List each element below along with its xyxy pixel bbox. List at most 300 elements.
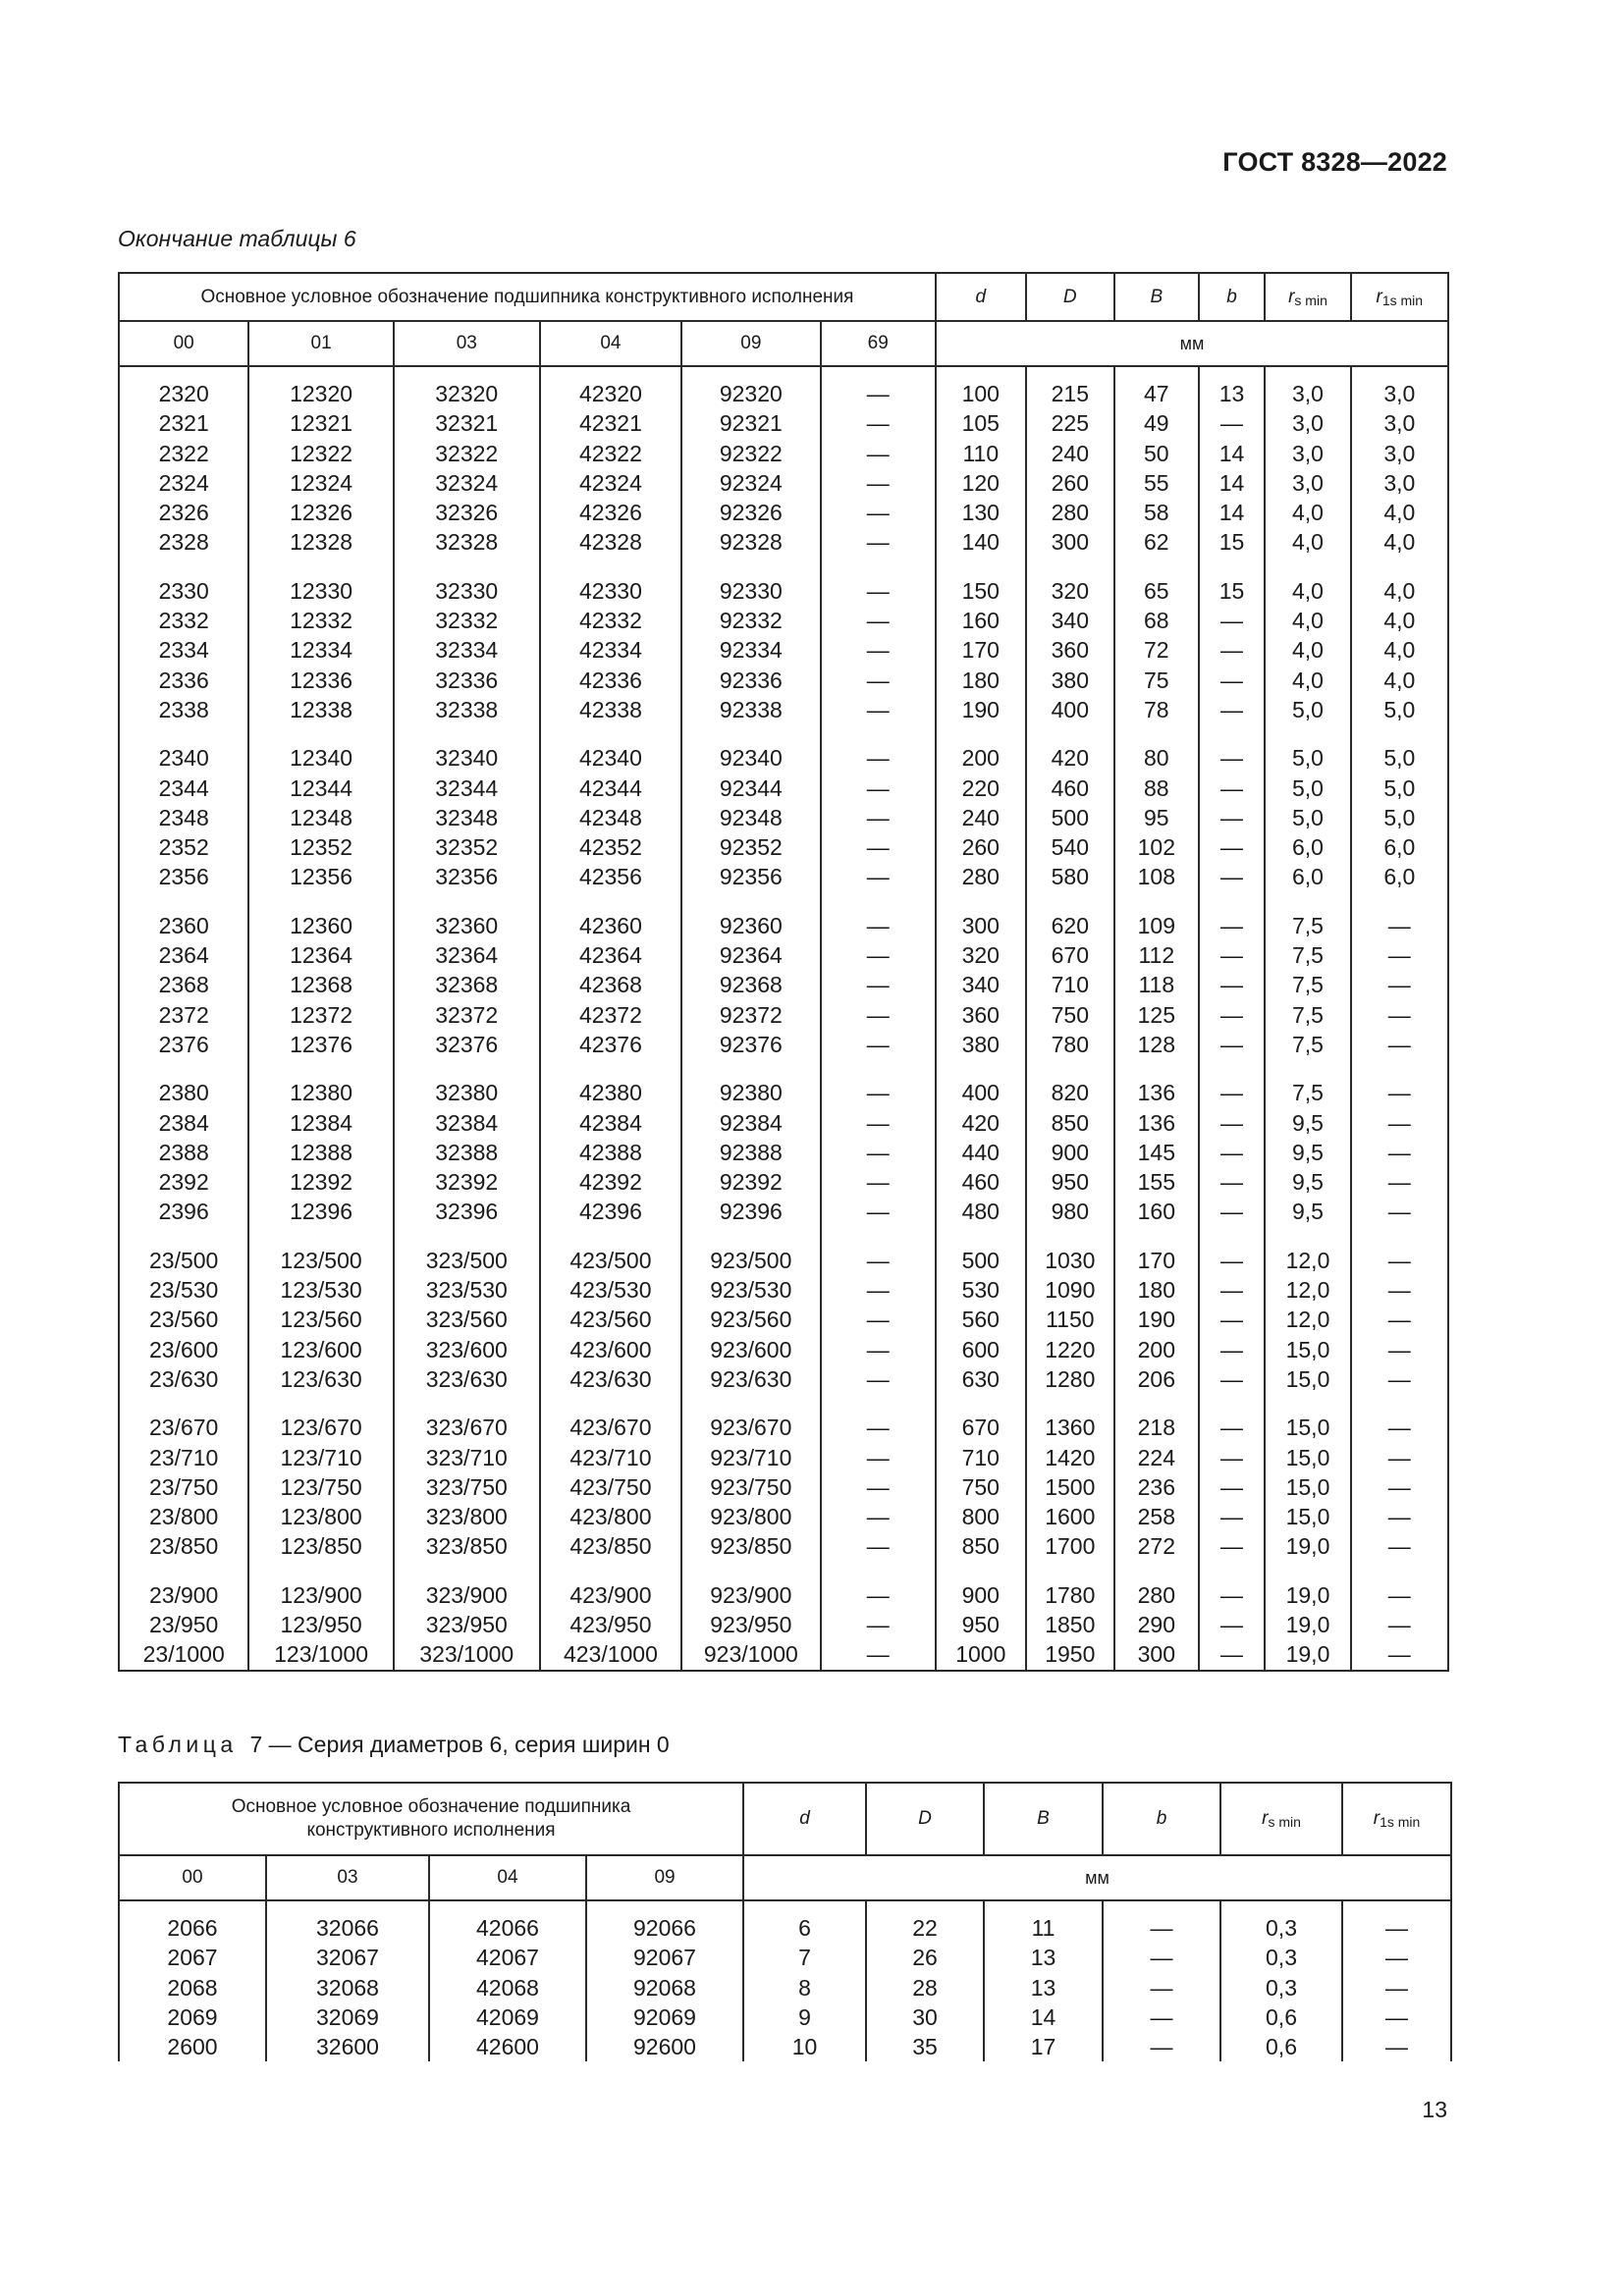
table-cell: 3,0: [1265, 468, 1350, 498]
table-row: [119, 1059, 1448, 1107]
table-cell: —: [821, 940, 936, 970]
table-cell: 32364: [394, 940, 540, 970]
table-cell: 1600: [1026, 1502, 1114, 1531]
table-cell: —: [1351, 1000, 1448, 1030]
table-cell: 11: [984, 1900, 1103, 1943]
table-cell: 12368: [248, 970, 393, 999]
table-cell: 42321: [540, 408, 681, 438]
table-cell: 145: [1114, 1138, 1199, 1167]
table-cell: —: [1199, 862, 1266, 891]
table-cell: 123/1000: [248, 1639, 393, 1670]
table-cell: —: [1199, 1443, 1266, 1472]
table-cell: 92396: [681, 1197, 820, 1226]
table-cell: —: [1199, 1197, 1266, 1226]
table-cell: 600: [936, 1335, 1026, 1364]
table-cell: 123/630: [248, 1364, 393, 1394]
table-cell: 12328: [248, 527, 393, 557]
table-cell: —: [821, 1197, 936, 1226]
table-cell: —: [1199, 1305, 1266, 1334]
table-row: [119, 1108, 1448, 1138]
table-cell: 23/630: [119, 1364, 248, 1394]
table-cell: 23/950: [119, 1610, 248, 1639]
standard-code: ГОСТ 8328—2022: [1222, 147, 1447, 177]
table-row: [119, 695, 1448, 724]
table-cell: 123/600: [248, 1335, 393, 1364]
table-cell: —: [1199, 1502, 1266, 1531]
table-cell: 710: [1026, 970, 1114, 999]
table-cell: 1850: [1026, 1610, 1114, 1639]
table-cell: —: [821, 1108, 936, 1138]
table-cell: —: [1103, 2002, 1220, 2032]
table-cell: 19,0: [1265, 1531, 1350, 1561]
table-cell: 323/670: [394, 1394, 540, 1442]
table-cell: 2392: [119, 1167, 248, 1197]
table-cell: 423/630: [540, 1364, 681, 1394]
table-cell: 110: [936, 439, 1026, 468]
table6-code-01: 01: [248, 321, 393, 366]
table-cell: 108: [1114, 862, 1199, 891]
table-cell: 15,0: [1265, 1502, 1350, 1531]
table-cell: 120: [936, 468, 1026, 498]
table7-header-r1s-min: $r_{1s min}$: [1342, 1783, 1451, 1855]
table-cell: 12338: [248, 695, 393, 724]
table-cell: 980: [1026, 1197, 1114, 1226]
table-cell: 4,0: [1351, 635, 1448, 665]
table-cell: 300: [1114, 1639, 1199, 1670]
table-cell: 32340: [394, 724, 540, 773]
table-cell: 102: [1114, 832, 1199, 862]
table-cell: 92600: [586, 2032, 743, 2061]
table-cell: 280: [1114, 1562, 1199, 1610]
table6-body: [119, 366, 1448, 1671]
table-cell: 14: [984, 2002, 1103, 2032]
page-number: 13: [1422, 2097, 1447, 2122]
table-cell: 9,5: [1265, 1197, 1350, 1226]
table-cell: —: [1351, 1059, 1448, 1107]
table-row: [119, 1472, 1448, 1502]
table-cell: 140: [936, 527, 1026, 557]
table-cell: 92328: [681, 527, 820, 557]
table-cell: 32372: [394, 1000, 540, 1030]
table-cell: 923/950: [681, 1610, 820, 1639]
table-cell: 2321: [119, 408, 248, 438]
table6-header-rs-min: $r_{s min}$: [1265, 273, 1350, 321]
table-cell: 1950: [1026, 1639, 1114, 1670]
table-cell: 15,0: [1265, 1335, 1350, 1364]
table-cell: 2068: [119, 1973, 266, 2002]
table-cell: 12392: [248, 1167, 393, 1197]
table-cell: 2066: [119, 1900, 266, 1943]
table-row: [119, 1502, 1448, 1531]
table-cell: 32332: [394, 606, 540, 635]
table-row: [119, 940, 1448, 970]
table-cell: 58: [1114, 498, 1199, 527]
table-cell: 258: [1114, 1502, 1199, 1531]
table-cell: 92352: [681, 832, 820, 862]
table-row: [119, 970, 1448, 999]
table-cell: —: [821, 1472, 936, 1502]
table-cell: 190: [1114, 1305, 1199, 1334]
table-cell: 95: [1114, 803, 1199, 832]
table-cell: 32328: [394, 527, 540, 557]
table-cell: 3,0: [1351, 366, 1448, 408]
table-cell: 32368: [394, 970, 540, 999]
table-cell: —: [1199, 832, 1266, 862]
table7-caption-label: Таблица: [118, 1732, 238, 1757]
table-cell: 32066: [266, 1900, 429, 1943]
table-cell: 8: [743, 1973, 866, 2002]
table-cell: 9,5: [1265, 1108, 1350, 1138]
table-row: [119, 1900, 1451, 1943]
table-cell: —: [1351, 1108, 1448, 1138]
table6-caption: Окончание таблицы 6: [118, 226, 356, 251]
table-cell: 92326: [681, 498, 820, 527]
table-cell: 92368: [681, 970, 820, 999]
table-cell: 23/560: [119, 1305, 248, 1334]
table-cell: —: [1199, 1000, 1266, 1030]
table-cell: 92321: [681, 408, 820, 438]
table-cell: 109: [1114, 892, 1199, 940]
table-cell: 1000: [936, 1639, 1026, 1670]
table-row: [119, 1000, 1448, 1030]
table-cell: 35: [866, 2032, 984, 2061]
table-cell: 420: [1026, 724, 1114, 773]
table-cell: —: [821, 606, 936, 635]
table-cell: 1150: [1026, 1305, 1114, 1334]
table-cell: —: [1351, 1472, 1448, 1502]
table-cell: 2388: [119, 1138, 248, 1167]
table-cell: 32067: [266, 1943, 429, 1972]
table-cell: 150: [936, 558, 1026, 606]
table-cell: 123/670: [248, 1394, 393, 1442]
table6-units: мм: [936, 321, 1448, 366]
table-cell: 1030: [1026, 1227, 1114, 1275]
table-cell: 15,0: [1265, 1443, 1350, 1472]
table-cell: 118: [1114, 970, 1199, 999]
table-cell: 32336: [394, 666, 540, 695]
table-cell: 2338: [119, 695, 248, 724]
table7-code-09: 09: [586, 1855, 743, 1900]
table-cell: 80: [1114, 724, 1199, 773]
table-cell: 42068: [429, 1973, 586, 2002]
table-cell: 42069: [429, 2002, 586, 2032]
table-cell: 0,3: [1220, 1943, 1342, 1972]
table7-code-00: 00: [119, 1855, 266, 1900]
table-cell: 12321: [248, 408, 393, 438]
table-cell: 32360: [394, 892, 540, 940]
table-cell: —: [821, 892, 936, 940]
table-cell: 2372: [119, 1000, 248, 1030]
table6-code-09: 09: [681, 321, 820, 366]
table-cell: —: [821, 1227, 936, 1275]
table-cell: 1220: [1026, 1335, 1114, 1364]
table-cell: 123/850: [248, 1531, 393, 1561]
table-cell: 92330: [681, 558, 820, 606]
table6-code-04: 04: [540, 321, 681, 366]
table7-header-d: d: [743, 1783, 866, 1855]
table-row: [119, 774, 1448, 803]
table-cell: 9,5: [1265, 1167, 1350, 1197]
table-cell: 923/850: [681, 1531, 820, 1561]
table-cell: —: [1351, 1275, 1448, 1305]
table-cell: 123/800: [248, 1502, 393, 1531]
table-cell: 3,0: [1265, 439, 1350, 468]
table-cell: 92067: [586, 1943, 743, 1972]
table-cell: 1500: [1026, 1472, 1114, 1502]
table-cell: 78: [1114, 695, 1199, 724]
table-cell: 42384: [540, 1108, 681, 1138]
table-cell: —: [1199, 1167, 1266, 1197]
table-cell: 42334: [540, 635, 681, 665]
table-cell: 780: [1026, 1030, 1114, 1059]
table-row: [119, 1562, 1448, 1610]
table-cell: 530: [936, 1275, 1026, 1305]
table-cell: —: [1342, 1943, 1451, 1972]
table-cell: 1090: [1026, 1275, 1114, 1305]
table-cell: —: [1351, 1138, 1448, 1167]
table-cell: 100: [936, 366, 1026, 408]
table-cell: 47: [1114, 366, 1199, 408]
table-cell: 32384: [394, 1108, 540, 1138]
table-cell: 950: [1026, 1167, 1114, 1197]
table-row: [119, 803, 1448, 832]
table-cell: 92340: [681, 724, 820, 773]
table-cell: 2344: [119, 774, 248, 803]
table-cell: 323/1000: [394, 1639, 540, 1670]
table-cell: 225: [1026, 408, 1114, 438]
table-cell: 4,0: [1351, 498, 1448, 527]
table-cell: 2396: [119, 1197, 248, 1226]
table-cell: —: [821, 498, 936, 527]
table-cell: 12372: [248, 1000, 393, 1030]
table-cell: 190: [936, 695, 1026, 724]
table-cell: 42368: [540, 970, 681, 999]
table-cell: —: [1199, 695, 1266, 724]
table-cell: —: [821, 439, 936, 468]
table-cell: 10: [743, 2032, 866, 2061]
table-cell: —: [821, 1639, 936, 1670]
table-cell: 32376: [394, 1030, 540, 1059]
table-cell: 42066: [429, 1900, 586, 1943]
table-cell: 92372: [681, 1000, 820, 1030]
table-cell: —: [1199, 666, 1266, 695]
table-cell: 0,3: [1220, 1973, 1342, 2002]
table-cell: 900: [1026, 1138, 1114, 1167]
table-cell: 92384: [681, 1108, 820, 1138]
table-cell: 923/500: [681, 1227, 820, 1275]
table-row: [119, 666, 1448, 695]
table-row: [119, 1443, 1448, 1472]
table-cell: 240: [936, 803, 1026, 832]
table-row: [119, 1364, 1448, 1394]
table-cell: 220: [936, 774, 1026, 803]
table-cell: 320: [936, 940, 1026, 970]
table-cell: 2328: [119, 527, 248, 557]
table-cell: 12388: [248, 1138, 393, 1167]
table-cell: 15,0: [1265, 1472, 1350, 1502]
table7-body: [119, 1900, 1451, 2061]
table-cell: 32320: [394, 366, 540, 408]
table-cell: —: [821, 1610, 936, 1639]
table-cell: 4,0: [1265, 606, 1350, 635]
table-cell: 323/630: [394, 1364, 540, 1394]
table-cell: 5,0: [1265, 774, 1350, 803]
table6-designation-header: Основное условное обозначение подшипника конструктивного исполнения: [119, 273, 936, 321]
table-cell: —: [821, 468, 936, 498]
table-cell: 5,0: [1351, 724, 1448, 773]
table-cell: 280: [936, 862, 1026, 891]
table-cell: 6,0: [1265, 832, 1350, 862]
table-cell: 12360: [248, 892, 393, 940]
table-cell: 7,5: [1265, 1059, 1350, 1107]
table-cell: 180: [936, 666, 1026, 695]
table-cell: 3,0: [1351, 408, 1448, 438]
table-cell: 2384: [119, 1108, 248, 1138]
table-cell: 2376: [119, 1030, 248, 1059]
table-cell: —: [1351, 1335, 1448, 1364]
table-cell: 32324: [394, 468, 540, 498]
table-cell: 123/900: [248, 1562, 393, 1610]
table-cell: 4,0: [1265, 666, 1350, 695]
table-cell: 3,0: [1351, 439, 1448, 468]
table-cell: 360: [936, 1000, 1026, 1030]
table-cell: 92360: [681, 892, 820, 940]
table-cell: 32338: [394, 695, 540, 724]
table-cell: —: [1103, 1943, 1220, 1972]
table-cell: 12396: [248, 1197, 393, 1226]
table-cell: 12322: [248, 439, 393, 468]
table-cell: 15: [1199, 558, 1266, 606]
table-row: [119, 1197, 1448, 1226]
table-cell: 1280: [1026, 1364, 1114, 1394]
table-cell: 180: [1114, 1275, 1199, 1305]
table-cell: 42330: [540, 558, 681, 606]
table-cell: 260: [936, 832, 1026, 862]
table-cell: 128: [1114, 1030, 1199, 1059]
table-cell: 2320: [119, 366, 248, 408]
table-cell: —: [821, 803, 936, 832]
table6-code-00: 00: [119, 321, 248, 366]
table-cell: 42360: [540, 892, 681, 940]
table-row: [119, 468, 1448, 498]
table-cell: 423/600: [540, 1335, 681, 1364]
table-cell: —: [1199, 1227, 1266, 1275]
table-cell: 423/1000: [540, 1639, 681, 1670]
table-cell: —: [821, 1364, 936, 1394]
table-cell: —: [1199, 1531, 1266, 1561]
table7-units: мм: [743, 1855, 1451, 1900]
table-cell: —: [1199, 803, 1266, 832]
table-cell: —: [1351, 892, 1448, 940]
table-cell: —: [1342, 1973, 1451, 2002]
table-cell: 15,0: [1265, 1364, 1350, 1394]
table-cell: 32326: [394, 498, 540, 527]
table-cell: 26: [866, 1943, 984, 1972]
table-cell: 32321: [394, 408, 540, 438]
table-row: [119, 408, 1448, 438]
table-cell: 950: [936, 1610, 1026, 1639]
table-cell: 160: [936, 606, 1026, 635]
table-cell: 23/670: [119, 1394, 248, 1442]
table-cell: 340: [1026, 606, 1114, 635]
table-row: [119, 439, 1448, 468]
table-cell: 92392: [681, 1167, 820, 1197]
table-cell: 32322: [394, 439, 540, 468]
table-cell: —: [1351, 1197, 1448, 1226]
table-cell: 112: [1114, 940, 1199, 970]
table-cell: —: [1199, 606, 1266, 635]
table-cell: 850: [1026, 1108, 1114, 1138]
table-cell: —: [821, 724, 936, 773]
table-cell: 5,0: [1265, 724, 1350, 773]
table-cell: 13: [1199, 366, 1266, 408]
table-cell: —: [821, 527, 936, 557]
table-cell: 923/1000: [681, 1639, 820, 1670]
table-cell: 2326: [119, 498, 248, 527]
table-cell: 4,0: [1265, 498, 1350, 527]
table-cell: —: [1199, 635, 1266, 665]
table-row: [119, 1943, 1451, 1972]
table-row: [119, 1639, 1448, 1670]
table-cell: —: [1351, 1305, 1448, 1334]
table-cell: 4,0: [1351, 527, 1448, 557]
table-cell: 12332: [248, 606, 393, 635]
table-cell: 42332: [540, 606, 681, 635]
table-cell: 323/750: [394, 1472, 540, 1502]
table-row: [119, 1275, 1448, 1305]
table-cell: 2334: [119, 635, 248, 665]
table-cell: 260: [1026, 468, 1114, 498]
table-cell: 12336: [248, 666, 393, 695]
table-cell: 750: [936, 1472, 1026, 1502]
table-cell: —: [821, 1394, 936, 1442]
table-cell: 32068: [266, 1973, 429, 2002]
table-cell: 12344: [248, 774, 393, 803]
table-cell: —: [821, 635, 936, 665]
table-cell: 280: [1026, 498, 1114, 527]
table-cell: —: [1199, 1364, 1266, 1394]
table-cell: 240: [1026, 439, 1114, 468]
table-row: [119, 1531, 1448, 1561]
table-cell: 423/710: [540, 1443, 681, 1472]
table7-code-03: 03: [266, 1855, 429, 1900]
table-cell: 2330: [119, 558, 248, 606]
table-cell: 12326: [248, 498, 393, 527]
table7: [118, 1782, 1452, 2061]
table-cell: 50: [1114, 439, 1199, 468]
table-cell: 200: [1114, 1335, 1199, 1364]
table-cell: 42322: [540, 439, 681, 468]
table-cell: —: [821, 1059, 936, 1107]
table6-header-D: D: [1026, 273, 1114, 321]
table-cell: 23/900: [119, 1562, 248, 1610]
table-cell: 12376: [248, 1030, 393, 1059]
table-cell: 670: [936, 1394, 1026, 1442]
table-cell: 42380: [540, 1059, 681, 1107]
table-cell: 92332: [681, 606, 820, 635]
table-cell: 7,5: [1265, 970, 1350, 999]
table-cell: —: [1103, 1973, 1220, 2002]
table-cell: 12,0: [1265, 1275, 1350, 1305]
table-cell: 42372: [540, 1000, 681, 1030]
table-cell: 224: [1114, 1443, 1199, 1472]
table-cell: —: [821, 666, 936, 695]
table-cell: 23/500: [119, 1227, 248, 1275]
table-cell: 125: [1114, 1000, 1199, 1030]
table-cell: 42320: [540, 366, 681, 408]
table-cell: 423/560: [540, 1305, 681, 1334]
table-cell: 380: [936, 1030, 1026, 1059]
